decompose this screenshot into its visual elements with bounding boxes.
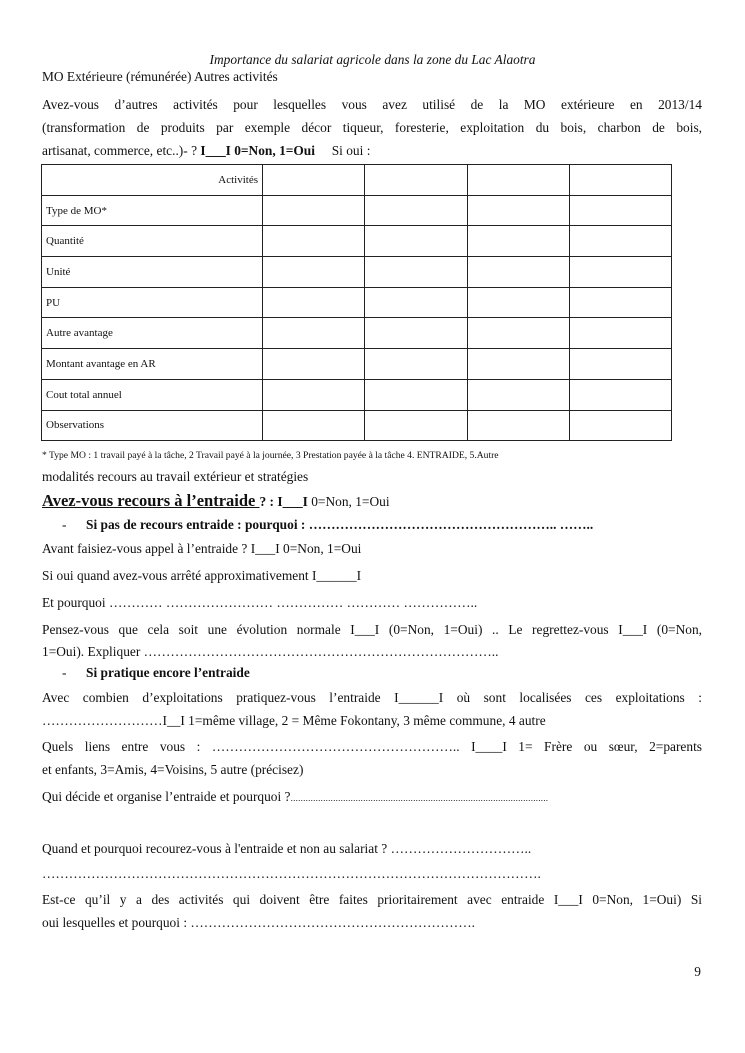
question-line: Avec combien d’exploitations pratiquez-vous l’entraide I______I où sont localisées ces exploitations : [42, 690, 702, 705]
table-cell[interactable] [263, 379, 365, 410]
table-cell[interactable] [263, 318, 365, 349]
question-text: artisanat, commerce, etc..)- ? [42, 143, 201, 158]
table-cell[interactable] [263, 226, 365, 257]
question-line: Est-ce qu’il y a des activités qui doivent être faites prioritairement avec entraide I___I 0=Non, 1=Oui) Si [42, 892, 702, 907]
answer-dots-line[interactable]: …………………………………………………………………………………………………. [42, 866, 541, 881]
running-header: Importance du salariat agricole dans la zone du Lac Alaotra [209, 52, 536, 67]
table-row [42, 318, 672, 349]
bullet-item [62, 662, 722, 684]
question-line: Pensez-vous que cela soit une évolution normale I___I (0=Non, 1=Oui) .. Le regrettez-vous I___I (0=Non, [42, 622, 702, 637]
table-cell[interactable] [365, 195, 467, 226]
table-cell[interactable] [467, 257, 569, 288]
question-line: Quels liens entre vous : ……………………………………………….. I____I 1= Frère ou sœur, 2=parents [42, 739, 702, 754]
table-cell[interactable] [365, 379, 467, 410]
question-line: Si oui quand avez-vous arrêté approximativement I______I [42, 568, 362, 583]
table-cell[interactable] [263, 165, 365, 196]
table-cell[interactable] [365, 165, 467, 196]
table-cell[interactable] [569, 318, 671, 349]
activities-table [41, 164, 672, 441]
question-line: Quand et pourquoi recourez-vous à l'entraide et non au salariat ? ………………………….. [42, 841, 532, 856]
question-line: ………………………I__I 1=même village, 2 = Même Fokontany, 3 même commune, 4 autre [42, 713, 546, 728]
table-cell[interactable] [263, 349, 365, 380]
section-heading-modalities: modalités recours au travail extérieur et stratégies [42, 469, 309, 484]
question-text: Si oui : [314, 143, 371, 158]
bullet-item [62, 514, 722, 536]
table-cell[interactable] [569, 349, 671, 380]
table-row-label: Montant avantage en AR [42, 349, 263, 380]
table-row-label: PU [42, 287, 263, 318]
table-row [42, 195, 672, 226]
question-line: (transformation de produits par exemple décor tiqueur, foresterie, exploitation du bois, charbon de bois, [42, 120, 702, 135]
page-number: 9 [694, 964, 701, 979]
table-cell[interactable] [467, 195, 569, 226]
table-cell[interactable] [569, 379, 671, 410]
table-cell[interactable] [467, 318, 569, 349]
table-row-label: Cout total annuel [42, 379, 263, 410]
question-line: oui lesquelles et pourquoi : ………………………………………………………. [42, 915, 475, 930]
table-row [42, 379, 672, 410]
table-row [42, 287, 672, 318]
question-line: Avez-vous d’autres activités pour lesquelles vous avez utilisé de la MO extérieure en 2013/14 [42, 97, 702, 112]
table-cell[interactable] [263, 410, 365, 441]
question-line: et enfants, 3=Amis, 4=Voisins, 5 autre (précisez) [42, 762, 304, 777]
table-cell[interactable] [365, 257, 467, 288]
answer-options: 0=Non, 1=Oui [307, 494, 390, 509]
entraide-title: Avez-vous recours à l’entraide [42, 491, 260, 510]
table-row-label: Unité [42, 257, 263, 288]
bullet-dash: - [62, 665, 67, 680]
table-cell[interactable] [569, 195, 671, 226]
table-row [42, 257, 672, 288]
question-line [42, 786, 702, 809]
table-cell[interactable] [365, 226, 467, 257]
table-cell[interactable] [467, 226, 569, 257]
question-line [42, 140, 702, 162]
table-cell[interactable] [365, 318, 467, 349]
table-cell[interactable] [467, 287, 569, 318]
question-line: 1=Oui). Expliquer …………………………………………………………………….. [42, 644, 499, 659]
answer-box[interactable]: ? : I___I [259, 494, 308, 509]
table-row-label: Type de MO* [42, 195, 263, 226]
table-row [42, 349, 672, 380]
table-row-label: Autre avantage [42, 318, 263, 349]
bullet-text: Si pas de recours entraide : pourquoi : ……………………………………………….. …….. [86, 517, 594, 532]
table-cell[interactable] [467, 165, 569, 196]
table-cell[interactable] [569, 226, 671, 257]
table-cell[interactable] [365, 410, 467, 441]
table-row-label: Quantité [42, 226, 263, 257]
entraide-question [42, 490, 702, 513]
table-row [42, 410, 672, 441]
table-cell[interactable] [263, 287, 365, 318]
table-cell[interactable] [569, 410, 671, 441]
table-cell[interactable] [569, 287, 671, 318]
question-line: Et pourquoi ………… …………………… …………… ………… …………….. [42, 595, 478, 610]
table-cell[interactable] [365, 287, 467, 318]
table-header-row [42, 165, 672, 196]
table-cell[interactable] [467, 379, 569, 410]
question-line: Avant faisiez-vous appel à l’entraide ? I___I 0=Non, 1=Oui [42, 541, 362, 556]
bullet-dash: - [62, 517, 67, 532]
table-cell[interactable] [467, 410, 569, 441]
table-cell[interactable] [467, 349, 569, 380]
table-footnote: * Type MO : 1 travail payé à la tâche, 2 Travail payé à la journée, 3 Prestation payée à la tâche 4. ENTRAIDE, 5.Autre [42, 450, 499, 461]
table-cell[interactable] [569, 165, 671, 196]
question-text: Qui décide et organise l’entraide et pourquoi ? [42, 789, 291, 804]
table-header-cell: Activités [42, 165, 263, 196]
answer-box[interactable]: I___I 0=Non, 1=Oui [200, 143, 315, 158]
section-heading-other-activities: MO Extérieure (rémunérée) Autres activités [42, 69, 278, 84]
bullet-text: Si pratique encore l’entraide [86, 665, 250, 680]
table-row-label: Observations [42, 410, 263, 441]
table-cell[interactable] [263, 257, 365, 288]
table-cell[interactable] [569, 257, 671, 288]
table-cell[interactable] [365, 349, 467, 380]
table-row [42, 226, 672, 257]
table-cell[interactable] [263, 195, 365, 226]
answer-dots[interactable]: ....................................................................................................... [290, 793, 549, 803]
